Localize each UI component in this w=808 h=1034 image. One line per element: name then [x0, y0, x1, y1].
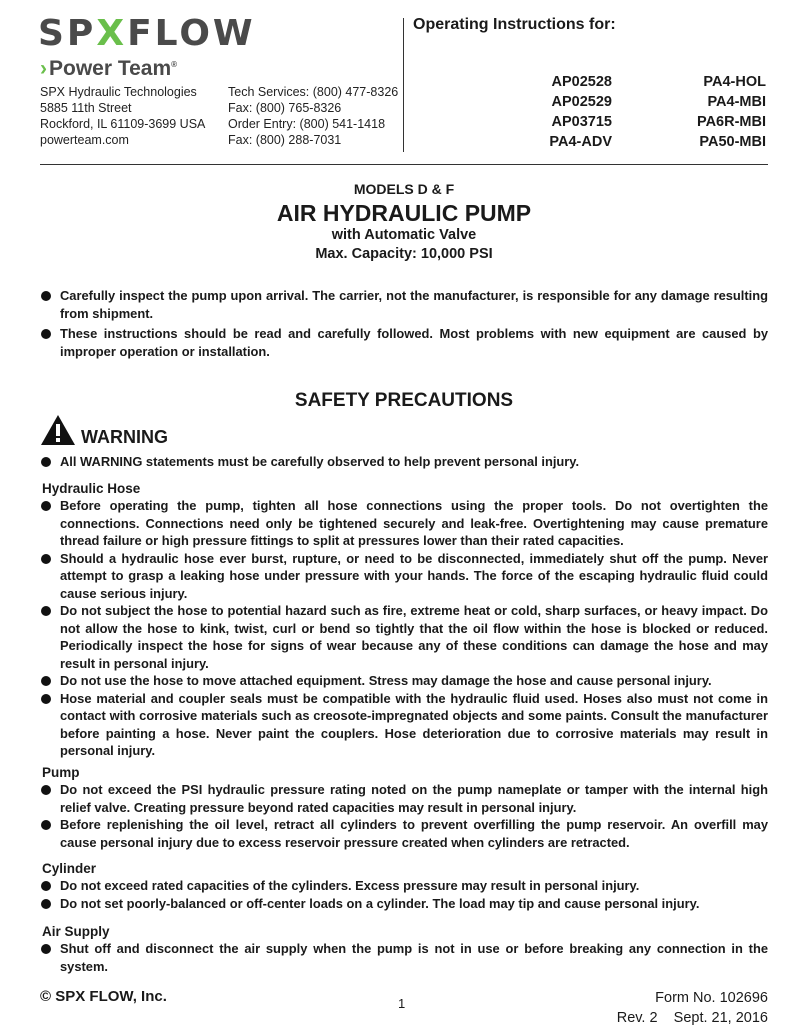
cylinder-heading: Cylinder	[42, 861, 97, 876]
cylinder-list	[40, 877, 768, 912]
page-title: AIR HYDRAULIC PUMP	[276, 200, 532, 226]
bullet-icon	[41, 501, 51, 511]
list-item: Do not use the hose to move attached equipment. Stress may damage the hose and cause personal injury.	[40, 672, 768, 690]
spxflow-logo: SPXFLOW	[38, 13, 256, 54]
bullet-icon	[41, 944, 51, 954]
copyright: © SPX FLOW, Inc.	[40, 988, 167, 1005]
page-number: 1	[398, 996, 406, 1011]
list-item: Before replenishing the oil level, retract all cylinders to prevent overfilling the pump reservoir. An overfill may cause personal injury due to excess reservoir pressure created when cylinders are retracted.	[40, 816, 768, 851]
capacity-label: Max. Capacity: 10,000 PSI	[315, 246, 493, 262]
form-number: Form No. 102696	[655, 990, 768, 1006]
list-item: These instructions should be read and carefully followed. Most problems with new equipment are caused by improper operation or installation.	[40, 325, 768, 360]
contact-numbers: Tech Services: (800) 477-8326 Fax: (800) 765-8326 Order Entry: (800) 541-1418 Fax: (800) 288-7031	[228, 85, 399, 147]
models-label: MODELS D & F	[353, 181, 455, 197]
warning-label: WARNING	[81, 427, 168, 447]
warning-triangle-icon	[40, 414, 76, 446]
page-subtitle: with Automatic Valve	[331, 227, 477, 243]
bullet-icon	[41, 329, 51, 339]
pump-list	[40, 781, 768, 851]
form-info	[560, 988, 768, 1028]
list-item: Do not exceed rated capacities of the cylinders. Excess pressure may result in personal injury.	[40, 877, 768, 895]
hose-heading: Hydraulic Hose	[42, 481, 141, 496]
pump-heading: Pump	[42, 765, 80, 780]
list-item: Carefully inspect the pump upon arrival. The carrier, not the manufacturer, is responsible for any damage resulting from shipment.	[40, 287, 768, 322]
chevron-icon: ›	[40, 57, 47, 80]
bullet-icon	[41, 785, 51, 795]
list-item: Hose material and coupler seals must be compatible with the hydraulic fluid used. Hoses also must not come in contact with corrosive materials such as creosote-impregnated objects and some paints. Consult the manufacturer before painting a hose. Never paint the couplers. Hose deterioration due to corrosive materials may result in personal injury.	[40, 690, 768, 760]
website-link[interactable]: powerteam.com	[40, 133, 129, 147]
power-team-logo: ›Power Team®	[40, 57, 178, 80]
instructions-label: Operating Instructions for:	[413, 16, 616, 33]
bullet-icon	[41, 881, 51, 891]
header-divider	[403, 18, 404, 152]
model-list-right: PA4-HOL PA4-MBI PA6R-MBI PA50-MBI	[696, 74, 766, 150]
bullet-icon	[41, 899, 51, 909]
list-item: Before operating the pump, tighten all hose connections using the proper tools. Do not overtighten the connections. Connections need only be tightened securely and leak-free. Overtightening may cause premature thread failure or high pressure fittings to split at pressures lower than their rated capacities.	[40, 497, 768, 550]
model-list-left: AP02528 AP02529 AP03715 PA4-ADV	[549, 74, 612, 150]
header-rule	[40, 164, 768, 165]
bullet-icon	[41, 606, 51, 616]
bullet-icon	[41, 291, 51, 301]
bullet-icon	[41, 694, 51, 704]
list-item: Shut off and disconnect the air supply when the pump is not in use or before breaking any connection in the system.	[40, 940, 768, 975]
bullet-icon	[41, 457, 51, 467]
list-item: Should a hydraulic hose ever burst, rupture, or need to be disconnected, immediately shut off the pump. Never attempt to grasp a leaking hose under pressure with your hands. The force of the escaping hydraulic fluid could cause serious injury.	[40, 550, 768, 603]
safety-heading: SAFETY PRECAUTIONS	[294, 390, 514, 411]
list-item: All WARNING statements must be carefully observed to help prevent personal injury.	[40, 453, 768, 471]
intro-list	[40, 287, 768, 360]
hose-list	[40, 497, 768, 760]
bullet-icon	[41, 554, 51, 564]
list-item: Do not set poorly-balanced or off-center loads on a cylinder. The load may tip and cause personal injury.	[40, 895, 768, 913]
list-item: Do not exceed the PSI hydraulic pressure rating noted on the pump nameplate or tamper with the internal high relief valve. Creating pressure beyond rated capacities may result in personal injury.	[40, 781, 768, 816]
list-item: Do not subject the hose to potential hazard such as fire, extreme heat or cold, sharp surfaces, or heavy impact. Do not allow the hose to kink, twist, curl or bend so tightly that the oil flow within the hose is blocked or reduced. Periodically inspect the hose for signs of wear because any of these conditions can damage the hose and may result in personal injury.	[40, 602, 768, 672]
air-supply-list	[40, 940, 768, 975]
bullet-icon	[41, 676, 51, 686]
warning-note-list	[40, 453, 768, 471]
bullet-icon	[41, 820, 51, 830]
revision-date: Rev. 2 Sept. 21, 2016	[616, 1010, 768, 1026]
air-supply-heading: Air Supply	[42, 924, 110, 939]
company-address: SPX Hydraulic Technologies 5885 11th Street Rockford, IL 61109-3699 USA powerteam.com	[40, 85, 206, 147]
logo-x-mark: X	[96, 13, 128, 54]
